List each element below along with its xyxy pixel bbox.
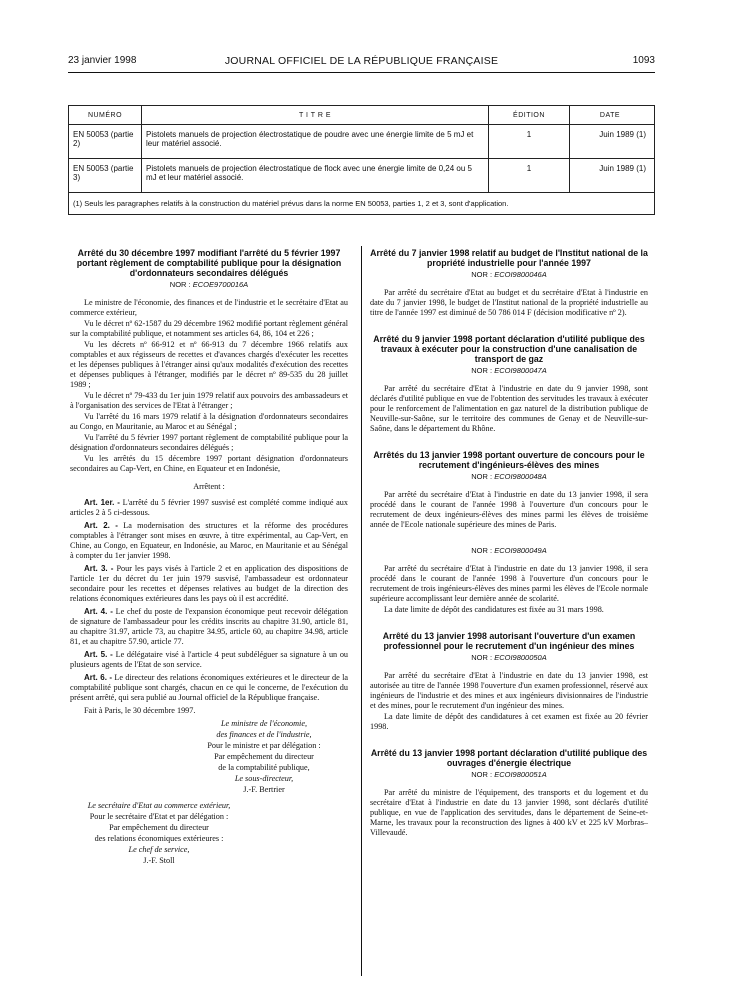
- table-row: [69, 159, 655, 193]
- nor-code: ECOE9700016A: [192, 280, 249, 289]
- cell-titre: Pistolets manuels de projection électrostatique de poudre avec une énergie limite de 5 mJ et leur matériel associé.: [142, 125, 489, 159]
- signature-line: Pour le secrétaire d'Etat et par délégation :: [89, 812, 229, 821]
- visa-paragraph: Vu l'arrêté du 5 février 1997 portant règlement de comptabilité publique pour la désignation d'ordonnateurs secondaires délégués ;: [70, 433, 348, 452]
- decree-section: [370, 631, 648, 732]
- signature-line: Le ministre de l'économie,: [220, 719, 308, 728]
- decree-section: [370, 748, 648, 838]
- article-label: Art. 2. -: [84, 521, 118, 530]
- decree-title: Arrêtés du 13 janvier 1998 portant ouverture de concours pour le recrutement d'ingénieurs-élèves des mines: [373, 450, 645, 470]
- cell-titre: Pistolets manuels de projection électrostatique de flock avec une énergie limite de 0,24 ou 5 mJ et leur matériel associé.: [142, 159, 489, 193]
- signature-line: J.-F. Bertrier: [243, 785, 285, 794]
- table-note-row: [69, 193, 655, 215]
- nor-code: ECOI9800049A: [494, 546, 547, 555]
- visa-paragraph: Le ministre de l'économie, des finances et de l'industrie et le secrétaire d'Etat au commerce extérieur,: [70, 298, 348, 317]
- decree-paragraph: Par arrêté du secrétaire d'Etat à l'industrie en date du 13 janvier 1998, il sera procédé dans le courant de l'année 1998 à l'ouverture d'un concours pour le recrutement de trois ingénieurs-élèves des mines parmi les élèves de l'Ecole normale supérieure accomplissant leur dernière année de scolarité.: [370, 564, 648, 603]
- column-divider: [361, 246, 362, 976]
- article-text: Pour les pays visés à l'article 2 et en application des dispositions de l'article 1er du décret du 1er juin 1979 susvisé, l'ambassadeur est ordonnateur secondaire pour les recettes et dépenses relatives au budget de la direction des relations économiques extérieures dans les pays où il est accrédité.: [70, 564, 348, 603]
- signature-line: Le sous-directeur,: [234, 774, 294, 783]
- decree-paragraph: Par arrêté du secrétaire d'Etat au budget et du secrétaire d'Etat à l'industrie en date du 7 janvier 1998, le budget de l'Institut national de la propriété industrielle au titre de l'année 1997 est diminué de 50 786 014 F (décision modificative nº 2).: [370, 288, 648, 317]
- article-text: Le chef du poste de l'expansion économique peut recevoir délégation de signature de l'ambassadeur pour les crédits inscrits au chapitre 31.90, article 81, au chapitre 31.97, article 73, au chapitre 34.95, article 60, au chapitre 34.98, article 81, et au chapitre 57.90, article 77.: [70, 607, 348, 646]
- nor-reference: [370, 270, 648, 280]
- signature-line: Par empêchement du directeur: [214, 752, 314, 761]
- article-paragraph: [70, 564, 348, 604]
- article-text: Le directeur des relations économiques extérieures et le directeur de la comptabilité publique sont chargés, chacun en ce qui le concerne, de l'exécution du présent arrêté, qui sera publié au Journal officiel de la République française.: [70, 673, 348, 702]
- arretent-heading: Arrêtent :: [193, 482, 225, 491]
- nor-code: ECOI9800047A: [494, 366, 547, 375]
- article-text: L'arrêté du 5 février 1997 susvisé est complété comme indiqué aux articles 2 à 5 ci-dessous.: [70, 498, 348, 517]
- decree-section: [370, 450, 648, 530]
- signature-block-minister: [70, 719, 348, 795]
- nor-label: NOR :: [471, 770, 493, 779]
- nor-reference: [370, 546, 648, 556]
- signature-line: des finances et de l'industrie,: [216, 730, 312, 739]
- nor-reference: [370, 472, 648, 482]
- cell-numero: EN 50053 (partie 3): [69, 159, 142, 193]
- article-paragraph: [70, 607, 348, 647]
- decree-title: Arrêté du 7 janvier 1998 relatif au budget de l'Institut national de la propriété industrielle pour l'année 1997: [370, 248, 648, 268]
- article-label: Art. 6. -: [84, 673, 113, 682]
- header-rule: [68, 72, 655, 73]
- nor-reference: [370, 653, 648, 663]
- nor-code: ECOI9800046A: [494, 270, 547, 279]
- table-row: [69, 125, 655, 159]
- nor-reference: [370, 366, 648, 376]
- article-label: Art. 3. -: [84, 564, 114, 573]
- standards-table: [68, 105, 655, 215]
- right-column: [370, 248, 648, 854]
- decree-paragraph: Par arrêté du ministre de l'équipement, des transports et du logement et du secrétaire d'Etat à l'industrie en date du 13 janvier 1998, sont déclarés d'utilité publique, en vue de l'application des servitudes, dans le département de Seine-et-Marne, les travaux pour la reconstruction des lignes à 400 kV et 225 kV Morbras–Villevaudé.: [370, 788, 648, 837]
- col-header-titre: T I T R E: [142, 106, 489, 125]
- article-paragraph: [70, 650, 348, 670]
- article-text: Le délégataire visé à l'article 4 peut subdéléguer sa signature à un ou plusieurs agents de l'Etat de son service.: [70, 650, 349, 669]
- signature-line: J.-F. Stoll: [143, 856, 175, 865]
- decree-title: Arrêté du 9 janvier 1998 portant déclaration d'utilité publique des travaux à exécuter pour la construction d'une canalisation de transport de gaz: [373, 334, 645, 364]
- nor-reference: [70, 280, 348, 290]
- left-column: [70, 248, 348, 867]
- table-footnote: (1) Seuls les paragraphes relatifs à la construction du matériel prévus dans la norme EN 50053, parties 1, 2 et 3, sont d'application.: [69, 193, 655, 215]
- decree-paragraph: La date limite de dépôt des candidatures à cet examen est fixée au 20 février 1998.: [370, 712, 648, 731]
- header-journal-title: JOURNAL OFFICIEL DE LA RÉPUBLIQUE FRANÇAISE: [224, 55, 499, 67]
- visa-paragraph: Vu le décret nº 79-433 du 1er juin 1979 relatif aux pouvoirs des ambassadeurs et à l'organisation des services de l'Etat à l'étranger ;: [70, 391, 348, 410]
- article-text: La modernisation des structures et la réforme des procédures comptables à l'étranger sont mises en œuvre, à titre expérimental, au Cap-Vert, en Chine, au Congo, en Equateur, en Indonésie, au Maroc, en Mauritanie et au Sénégal à compter du 1er janvier 1998.: [70, 521, 348, 560]
- nor-label: NOR :: [471, 653, 493, 662]
- col-header-date: DATE: [570, 106, 655, 125]
- signature-line: Le chef de service,: [128, 845, 190, 854]
- cell-date: Juin 1989 (1): [570, 125, 655, 159]
- cell-date: Juin 1989 (1): [570, 159, 655, 193]
- visa-paragraph: Vu les arrêtés du 15 décembre 1997 portant désignation d'ordonnateurs secondaires au Cap-Vert, en Chine, en Equateur et en Indonésie,: [70, 454, 348, 473]
- page-header: [68, 55, 655, 71]
- signature-line: Pour le ministre et par délégation :: [207, 741, 321, 750]
- header-date: 23 janvier 1998: [68, 55, 137, 66]
- visa-paragraph: Vu l'arrêté du 16 mars 1979 relatif à la désignation d'ordonnateurs secondaires au Congo, en Mauritanie, au Maroc et au Sénégal ;: [70, 412, 348, 431]
- article-label: Art. 4. -: [84, 607, 113, 616]
- cell-edition: 1: [489, 159, 570, 193]
- signature-line: Par empêchement du directeur: [109, 823, 209, 832]
- nor-reference: [370, 770, 648, 780]
- nor-label: NOR :: [169, 280, 191, 289]
- cell-numero: EN 50053 (partie 2): [69, 125, 142, 159]
- table-header-row: [69, 106, 655, 125]
- decree-paragraph: Par arrêté du secrétaire d'Etat à l'industrie en date du 13 janvier 1998, il sera procédé dans le courant de l'année 1998 à l'ouverture d'un concours pour le recrutement de deux ingénieurs-élèves des mines parmi les élèves de troisième année de l'Ecole nationale supérieure des mines de Paris.: [370, 490, 648, 529]
- signature-line: Le secrétaire d'Etat au commerce extérieur,: [87, 801, 231, 810]
- visa-paragraphs: [70, 298, 348, 474]
- article-paragraph: [70, 673, 348, 703]
- decree-paragraph: Par arrêté du secrétaire d'Etat à l'industrie en date du 13 janvier 1998, est autorisée au titre de l'année 1998 l'ouverture d'un examen professionnel, réservé aux ingénieurs de l'industrie et des mines et aux ingénieurs divisionnaires de l'industrie et des mines, pour le recrutement d'un ingénieur des mines.: [370, 671, 648, 710]
- header-page-number: 1093: [632, 55, 655, 66]
- nor-label: NOR :: [471, 472, 493, 481]
- nor-label: NOR :: [471, 366, 493, 375]
- decree-title: Arrêté du 13 janvier 1998 portant déclaration d'utilité publique des ouvrages d'énergie électrique: [370, 748, 648, 768]
- visa-paragraph: Vu les décrets nº 66-912 et nº 66-913 du 7 décembre 1966 relatifs aux comptables et aux régisseurs de recettes et d'avances chargés d'exécuter les recettes et les dépenses publiques à l'étranger ainsi qu'aux modalités d'exécution des recettes et dépenses publiques à l'étranger, modifiés par le décret nº 89-535 du 28 juillet 1989 ;: [70, 340, 348, 389]
- article-paragraph: [70, 498, 348, 518]
- nor-code: ECOI9800050A: [494, 653, 547, 662]
- visa-paragraph: Vu le décret nº 62-1587 du 29 décembre 1962 modifié portant règlement général sur la comptabilité publique, et notamment ses articles 64, 86, 104 et 226 ;: [70, 319, 348, 338]
- fait-line: Fait à Paris, le 30 décembre 1997.: [84, 706, 196, 715]
- signature-line: des relations économiques extérieures :: [94, 834, 224, 843]
- article-label: Art. 1er. -: [84, 498, 120, 507]
- signature-line: de la comptabilité publique,: [218, 763, 310, 772]
- decree-section: [370, 248, 648, 318]
- articles: [70, 498, 348, 703]
- nor-label: NOR :: [471, 546, 493, 555]
- decree-paragraph: La date limite de dépôt des candidatures est fixée au 31 mars 1998.: [384, 605, 604, 614]
- col-header-numero: NUMÉRO: [69, 106, 142, 125]
- nor-code: ECOI9800048A: [494, 472, 547, 481]
- signature-block-secretary: [70, 801, 348, 866]
- cell-edition: 1: [489, 125, 570, 159]
- col-header-edition: ÉDITION: [489, 106, 570, 125]
- article-paragraph: [70, 521, 348, 561]
- nor-code: ECOI9800051A: [494, 770, 547, 779]
- article-label: Art. 5. -: [84, 650, 113, 659]
- decree-section: [370, 546, 648, 615]
- decree-title: Arrêté du 30 décembre 1997 modifiant l'arrêté du 5 février 1997 portant règlement de comptabilité publique pour la désignation d'ordonnateurs secondaires délégués: [76, 248, 342, 278]
- decree-paragraph: Par arrêté du secrétaire d'Etat à l'industrie en date du 9 janvier 1998, sont déclarés d'utilité publique en vue de l'obtention des servitudes les travaux à exécuter pour le renforcement de l'alimentation en gaz naturel de la distribution publique de Neuville-sur-Saône, sur le territoire des communes de Genay et de Neuville-sur-Saône, dans le département du Rhône.: [370, 384, 648, 433]
- decree-title: Arrêté du 13 janvier 1998 autorisant l'ouverture d'un examen professionnel pour le recrutement d'un ingénieur des mines: [382, 631, 636, 651]
- decree-section: [370, 334, 648, 434]
- nor-label: NOR :: [471, 270, 493, 279]
